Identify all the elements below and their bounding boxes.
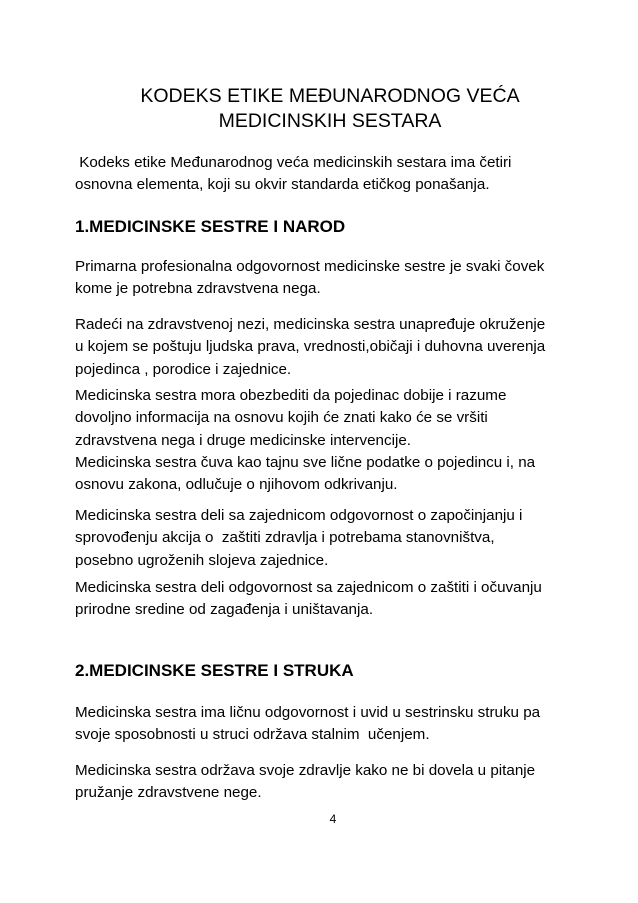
text-line: Radeći na zdravstvenoj nezi, medicinska sestra unapređuje okruženje: [75, 316, 546, 333]
text-line: sprovođenju akcija o zaštiti zdravlja i potrebama stanovništva,: [75, 529, 495, 547]
section-2-heading: 2.MEDICINSKE SESTRE I STRUKA: [75, 661, 354, 680]
text-line: Medicinska sestra deli sa zajednicom odgovornost o započinjanju i: [75, 507, 523, 524]
text-line: posebno ugroženih slojeva zajednice.: [75, 551, 329, 569]
section-1-paragraph-5: [75, 577, 615, 622]
text-line: Medicinska sestra čuva kao tajnu sve lične podatke o pojedincu i, na: [75, 453, 536, 471]
section-1-paragraph-1: [75, 256, 615, 301]
section-1-paragraph-2: [75, 314, 615, 381]
section-1-heading: 1.MEDICINSKE SESTRE I NAROD: [75, 217, 346, 236]
text-line: osnovu zakona, odlučuje o njihovom odkrivanju.: [75, 476, 398, 494]
text-line: Medicinska sestra ima ličnu odgovornost i uvid u sestrinsku struku pa: [75, 704, 541, 721]
title-line-2: MEDICINSKIH SESTARA: [218, 110, 442, 132]
text-line: pružanje zdravstvene nege.: [75, 784, 262, 802]
section-1-paragraph-4: [75, 505, 615, 572]
page-number: 4: [329, 812, 337, 826]
text-line: Medicinska sestra mora obezbediti da pojedinac dobije i razume: [75, 387, 507, 404]
text-line: Medicinska sestra održava svoje zdravlje kako ne bi dovela u pitanje: [75, 762, 536, 779]
text-line: svoje sposobnosti u struci održava stalnim učenjem.: [75, 726, 430, 744]
text-line: Kodeks etike Međunarodnog veća medicinskih sestara ima četiri: [75, 154, 512, 171]
text-line: pojedinca , porodice i zajednice.: [75, 360, 292, 378]
text-line: prirodne sredine od zagađenja i uništavanja.: [75, 601, 374, 619]
text-line: Primarna profesionalna odgovornost medicinske sestre je svaki čovek: [75, 258, 545, 275]
section-2-paragraph-2: [75, 760, 615, 805]
section-2-paragraph-1: [75, 702, 615, 747]
text-line: dovoljno informacija na osnovu kojih će znati kako će se vršiti: [75, 409, 488, 427]
text-line: Medicinska sestra deli odgovornost sa zajednicom o zaštiti i očuvanju: [75, 579, 542, 596]
title-line-1: KODEKS ETIKE MEĐUNARODNOG VEĆA: [140, 85, 520, 107]
text-line: kome je potrebna zdravstvena nega.: [75, 280, 321, 298]
text-line: zdravstvena nega i druge medicinske intervencije.: [75, 431, 411, 449]
text-line: osnovna elementa, koji su okvir standarda etičkog ponašanja.: [75, 176, 490, 194]
intro-paragraph: [75, 152, 615, 197]
page-title: [60, 84, 600, 134]
section-1-paragraph-3: [75, 385, 615, 496]
text-line: u kojem se poštuju ljudska prava, vrednosti,običaji i duhovna uverenja: [75, 338, 546, 356]
